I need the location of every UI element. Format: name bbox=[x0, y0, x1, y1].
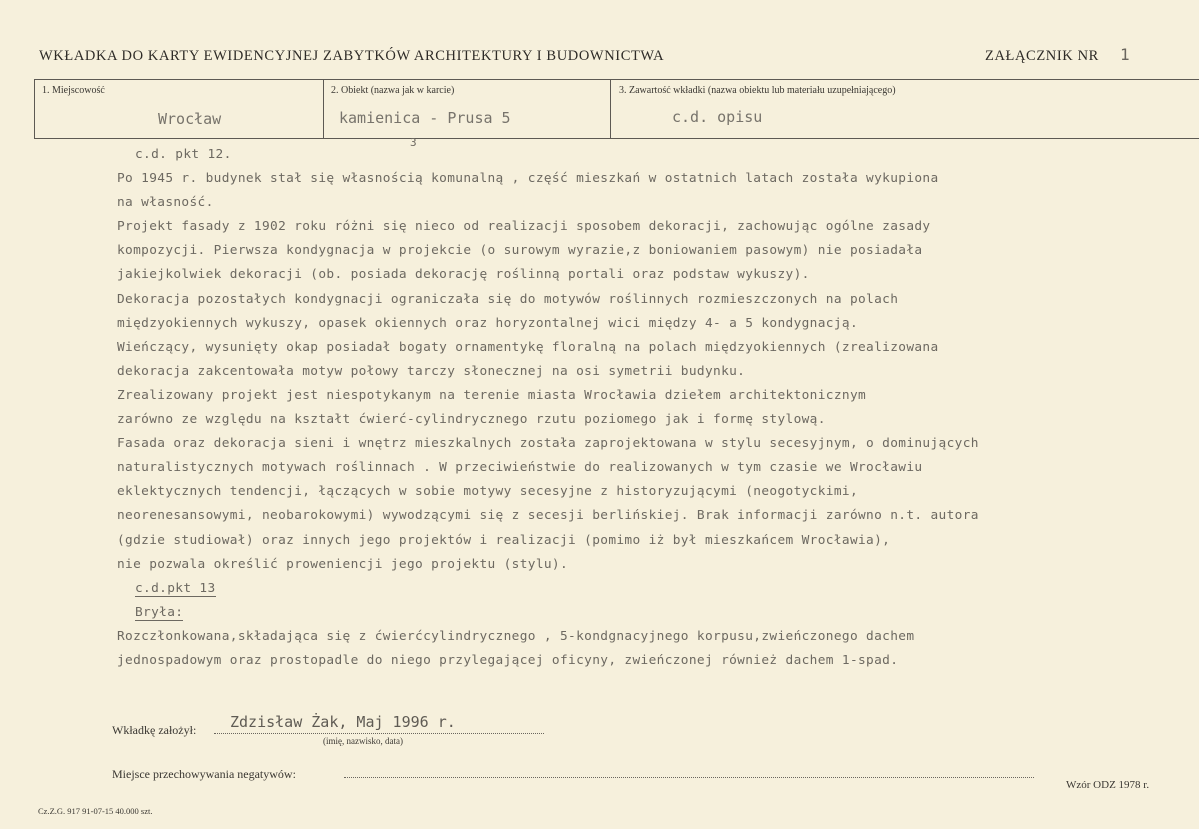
body-line: dekoracja zakcentowała motyw połowy tarczy słonecznej na osi symetrii budynku. bbox=[117, 363, 746, 379]
body-line: zarówno ze względu na kształt ćwierć-cylindrycznego rzutu poziomego jak i formę stylową. bbox=[117, 412, 826, 428]
table-left-border bbox=[34, 79, 35, 139]
body-line: Wieńczący, wysunięty okap posiadał bogaty ornamentykę floralną na polach międzyokiennych (zrealizowana bbox=[117, 339, 939, 355]
body-line: Po 1945 r. budynek stał się własnością komunalną , część mieszkań w ostatnich latach została wykupiona bbox=[117, 171, 939, 187]
founder-label: Wkładkę założył: bbox=[112, 723, 197, 737]
handwritten-correction: 3 bbox=[410, 136, 417, 149]
founder-dotted-line bbox=[214, 733, 544, 734]
negatives-label: Miejsce przechowywania negatywów: bbox=[112, 767, 296, 781]
body-line: c.d. pkt 12. bbox=[135, 147, 232, 162]
object-value: kamienica - Prusa 5 bbox=[339, 109, 511, 127]
founder-value: Zdzisław Żak, Maj 1996 r. bbox=[230, 713, 456, 731]
body-line: na własność. bbox=[117, 195, 214, 211]
table-divider-2 bbox=[610, 79, 611, 139]
table-divider-1 bbox=[323, 79, 324, 139]
form-model: Wzór ODZ 1978 r. bbox=[1066, 779, 1150, 791]
document-title: WKŁADKA DO KARTY EWIDENCYJNEJ ZABYTKÓW ARCHITEKTURY I BUDOWNICTWA bbox=[39, 48, 665, 64]
body-line: eklektycznych tendencji, łączących w sobie motywy secesyjne z historyzującymi (neogotyckimi, bbox=[117, 484, 859, 500]
locality-label: 1. Miejscowość bbox=[42, 85, 105, 96]
object-label: 2. Obiekt (nazwa jak w karcie) bbox=[331, 85, 455, 96]
section-heading-text: c.d.pkt 13 bbox=[135, 580, 216, 596]
body-line: Dekoracja pozostałych kondygnacji ograniczała się do motywów roślinnych rozmieszczonych na polach bbox=[117, 291, 899, 307]
body-line: Fasada oraz dekoracja sieni i wnętrz mieszkalnych została zaprojektowana w stylu secesyjnym, o dominujących bbox=[117, 436, 979, 452]
description-body bbox=[117, 143, 1187, 673]
locality-value: Wrocław bbox=[158, 110, 222, 128]
negatives-dotted-line bbox=[344, 777, 1034, 778]
body-line: jednospadowym oraz prostopadle do niego przylegającej oficyny, zwieńczonej również dachem 1-spad. bbox=[117, 652, 899, 668]
body-line: (gdzie studiował) oraz innych jego projektów i realizacji (pomimo iż był mieszkańcem Wrocławia), bbox=[117, 532, 891, 548]
body-line: międzyokiennych wykuszy, opasek okiennych oraz horyzontalnej wici między 4- a 5 kondygnacją. bbox=[117, 315, 859, 331]
body-line: naturalistycznych motywach roślinnach . W przeciwieństwie do realizowanych w tym czasie we Wrocławiu bbox=[117, 460, 923, 476]
section-heading bbox=[117, 577, 1187, 601]
body-line: neorenesansowymi, neobarokowymi) wywodzącymi się z secesji berlińskiej. Brak informacji zarówno n.t. autora bbox=[117, 508, 979, 524]
body-line: Zrealizowany projekt jest niespotykanym na terenie miasta Wrocławia dziełem architektonicznym bbox=[117, 387, 867, 403]
subsection-heading-text: Bryła: bbox=[135, 604, 184, 620]
print-info: Cz.Z.G. 917 91-07-15 40.000 szt. bbox=[38, 806, 153, 816]
subsection-heading bbox=[117, 601, 1187, 625]
body-line: jakiejkolwiek dekoracji (ob. posiada dekorację roślinną portali oraz podstaw wykuszy). bbox=[117, 267, 810, 283]
founder-caption: (imię, nazwisko, data) bbox=[323, 736, 403, 746]
table-top-border bbox=[34, 79, 1199, 80]
body-line: Rozczłonkowana,składająca się z ćwierćcylindrycznego , 5-kondgnacyjnego korpusu,zwieńczonego dachem bbox=[117, 628, 915, 644]
content-value: c.d. opisu bbox=[672, 108, 763, 126]
content-label: 3. Zawartość wkładki (nazwa obiektu lub materiału uzupełniającego) bbox=[619, 85, 896, 96]
body-line: kompozycji. Pierwsza kondygnacja w projekcie (o surowym wyrazie,z boniowaniem pasowym) nie posiadała bbox=[117, 243, 923, 259]
body-line: Projekt fasady z 1902 roku różni się nieco od realizacji sposobem dekoracji, zachowując ogólne zasady bbox=[117, 219, 931, 235]
annex-number: 1 bbox=[1120, 45, 1130, 64]
body-line: nie pozwala określić proweniencji jego projektu (stylu). bbox=[117, 556, 569, 572]
annex-label: ZAŁĄCZNIK NR bbox=[985, 48, 1099, 64]
table-bottom-border bbox=[34, 138, 1199, 139]
